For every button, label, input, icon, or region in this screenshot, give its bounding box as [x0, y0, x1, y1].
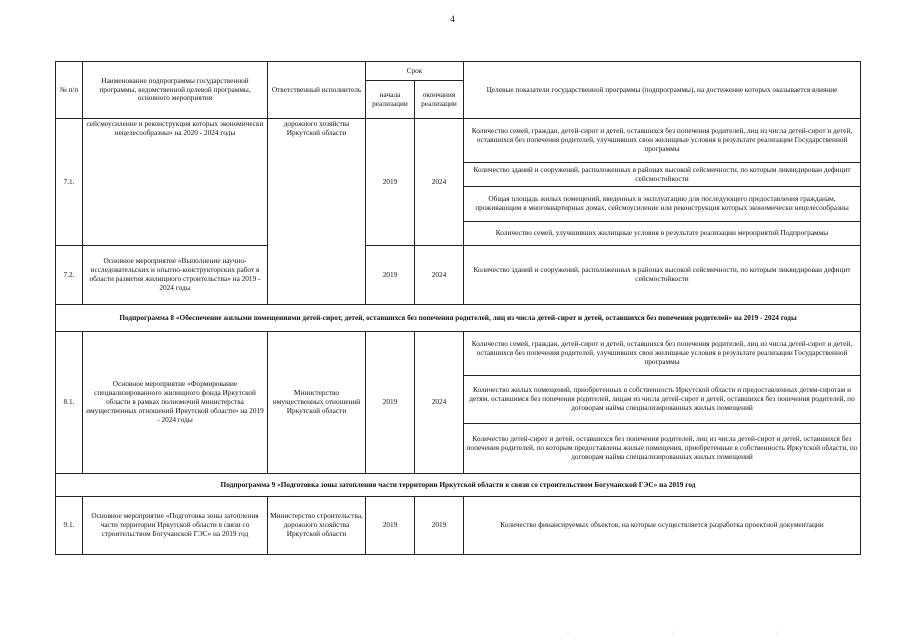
subprogram-9-heading: Подпрограмма 9 «Подготовка зоны затопления части территории Иркутской области в связи со строительством Богучанской ГЭС» на 2019 год — [56, 474, 861, 497]
subprogram-8-heading: Подпрограмма 8 «Обеспечение жилыми помещениями детей-сирот, детей, оставшихся без попечения родителей, лиц из числа детей-сирот и детей, оставшихся без попечения родителей» на 2019 - 2024 годы — [56, 305, 861, 332]
row-9-1-name: Основное мероприятие «Подготовка зоны затопления части территории Иркутской области в связи со строительством Богучанской ГЭС» на 2019 год — [83, 497, 268, 555]
row-9-1-indicator: Количество финансируемых объектов, на которые осуществляется разработка проектной документации — [464, 497, 861, 555]
row-7-2-end: 2024 — [415, 246, 464, 305]
header-num: № п/п — [56, 62, 83, 119]
row-7-1-end: 2024 — [415, 119, 464, 246]
row-9-1-end: 2019 — [415, 497, 464, 555]
row-8-1-end: 2024 — [415, 332, 464, 474]
row-8-1-executor: Министерство имущественных отношений Иркутской области — [268, 332, 366, 474]
row-7-executor: дорожного хозяйства Иркутской области — [268, 119, 366, 305]
row-8-1-indicator: Количество семей, граждан, детей-сирот и детей, оставшихся без попечения родителей, лиц из числа детей-сирот и детей, оставшихся без попечения родителей, улучшивших свои жилищные условия в результате реализации Государственной программы — [464, 332, 861, 376]
row-8-1-indicator: Количество детей-сирот и детей, оставшихся без попечения родителей, лиц из числа детей-сирот и детей, оставшихся без попечения родителей, по которым предоставлены жилые помещения, приобретенные в собственность Иркутской области, по договорам найма специализированных жилых помещений — [464, 424, 861, 474]
page-number: 4 — [450, 14, 455, 24]
row-7-2-start: 2019 — [366, 246, 415, 305]
row-9-1-start: 2019 — [366, 497, 415, 555]
row-7-1-name: сейсмоусиление и реконструкция которых экономически нецелесообразны» на 2020 - 2024 годы — [83, 119, 268, 246]
row-8-1-start: 2019 — [366, 332, 415, 474]
scan-mark: · — [776, 630, 778, 636]
row-7-2-num: 7.2. — [56, 246, 83, 305]
header-indicators: Целевые показатели государственной программы (подпрограммы), на достижение которых оказывается влияние — [464, 62, 861, 119]
scan-mark: · — [567, 630, 569, 636]
header-term: Срок — [366, 62, 464, 81]
row-9-1-num: 9.1. — [56, 497, 83, 555]
row-9-1-executor: Министерство строительства, дорожного хозяйства Иркутской области — [268, 497, 366, 555]
row-7-2-indicator: Количество зданий и сооружений, расположенных в районах высокой сейсмичности, по которым ликвидирован дефицит сейсмостойкости — [464, 246, 861, 305]
row-7-2-name: Основное мероприятие «Выполнение научно-исследовательских и опытно-конструкторских работ в области развития жилищного строительства» на 2019 - 2024 годы — [83, 246, 268, 305]
row-7-1-indicator: Количество зданий и сооружений, расположенных в районах высокой сейсмичности, по которым ликвидирован дефицит сейсмостойкости — [464, 163, 861, 187]
row-7-1-indicator: Количество семей, улучшивших жилищные условия в результате реализации мероприятий Подпрограммы — [464, 222, 861, 246]
row-8-1-indicator: Количество жилых помещений, приобретенных в собственность Иркутской области и предоставленных детям-сиротам и детям, оставшимся без попечения родителей, лицам из числа детей-сирот и детей, оставшихся без попечения родителей, по договорам найма специализированных жилых помещений — [464, 376, 861, 424]
header-executor: Ответственный исполнитель — [268, 62, 366, 119]
program-table — [55, 61, 861, 555]
row-8-1-num: 8.1. — [56, 332, 83, 474]
row-7-1-indicator: Количество семей, граждан, детей-сирот и детей, оставшихся без попечения родителей, лиц из числа детей-сирот и детей, оставшихся без попечения родителей, улучшивших свои жилищные условия в результате реализации Государственной программы — [464, 119, 861, 163]
row-7-1-num: 7.1. — [56, 119, 83, 246]
header-start: начала реализации — [366, 81, 415, 119]
header-end: окончания реализации — [415, 81, 464, 119]
scan-mark: · — [672, 630, 674, 636]
header-name: Наименование подпрограммы государственной программы, ведомственной целевой программы, основного мероприятия — [83, 62, 268, 119]
row-7-1-start: 2019 — [366, 119, 415, 246]
row-7-1-indicator: Общая площадь жилых помещений, введенных в эксплуатацию для последующего предоставления гражданам, проживающим в многоквартирных домах, сейсмоусиление или реконструкция которых экономически нецелесообразны — [464, 187, 861, 222]
row-8-1-name: Основное мероприятие «Формирование специализированного жилищного фонда Иркутской области в рамках полномочий министерства имущественных отношений Иркутской области» на 2019 - 2024 годы — [83, 332, 268, 474]
